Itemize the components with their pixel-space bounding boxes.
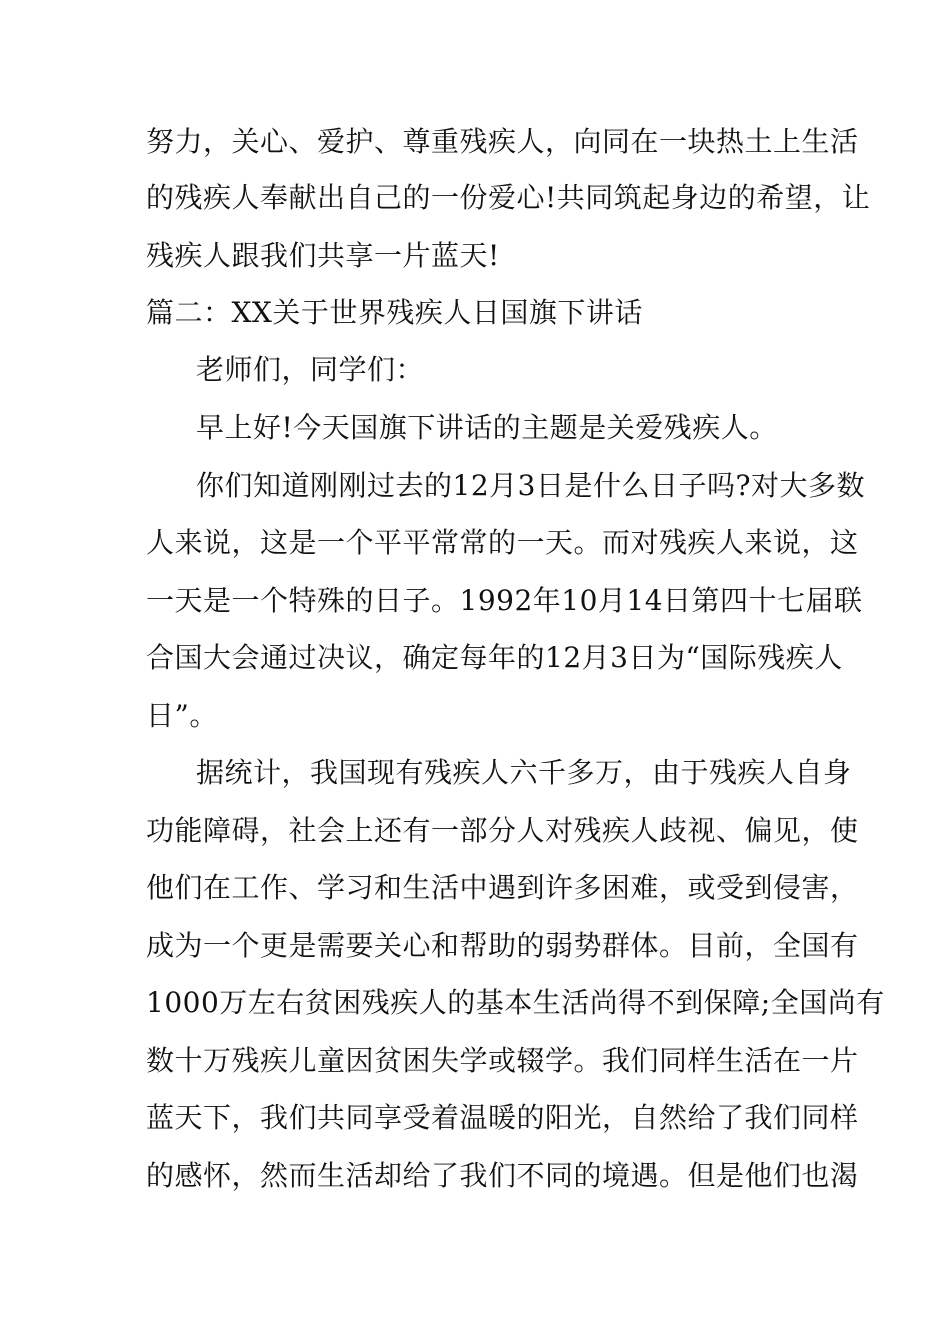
text-line: 据统计，我国现有残疾人六千多万，由于残疾人自身 [196, 756, 852, 789]
salutation: 老师们，同学们： [196, 353, 425, 386]
text-line: 努力，关心、爱护、尊重残疾人，向同在一块热土上生活 [146, 125, 859, 158]
text-line: 早上好!今天国旗下讲话的主题是关爱残疾人。 [196, 411, 778, 444]
text-line: 人来说，这是一个平平常常的一天。而对残疾人来说，这 [146, 526, 859, 559]
text-line: 成为一个更是需要关心和帮助的弱势群体。目前，全国有 [146, 929, 859, 962]
text-line: 1000万左右贫困残疾人的基本生活尚得不到保障;全国尚有 [146, 986, 885, 1019]
text-line: 合国大会通过决议，确定每年的12月3日为“国际残疾人 [146, 641, 843, 674]
text-line: 一天是一个特殊的日子。1992年10月14日第四十七届联 [146, 584, 863, 617]
text-line: 他们在工作、学习和生活中遇到许多困难，或受到侵害， [146, 871, 859, 904]
text-line: 残疾人跟我们共享一片蓝天! [146, 239, 500, 272]
text-line: 的感怀，然而生活却给了我们不同的境遇。但是他们也渴 [146, 1159, 859, 1192]
section-heading: 篇二：XX关于世界残疾人日国旗下讲话 [146, 296, 643, 329]
text-line: 蓝天下，我们共同享受着温暖的阳光，自然给了我们同样 [146, 1101, 859, 1134]
text-line: 你们知道刚刚过去的12月3日是什么日子吗?对大多数 [196, 469, 865, 502]
text-line: 数十万残疾儿童因贫困失学或辍学。我们同样生活在一片 [146, 1044, 859, 1077]
text-line: 功能障碍，社会上还有一部分人对残疾人歧视、偏见，使 [146, 814, 859, 847]
text-line: 的残疾人奉献出自己的一份爱心!共同筑起身边的希望，让 [146, 181, 871, 214]
text-line: 日”。 [146, 699, 218, 732]
